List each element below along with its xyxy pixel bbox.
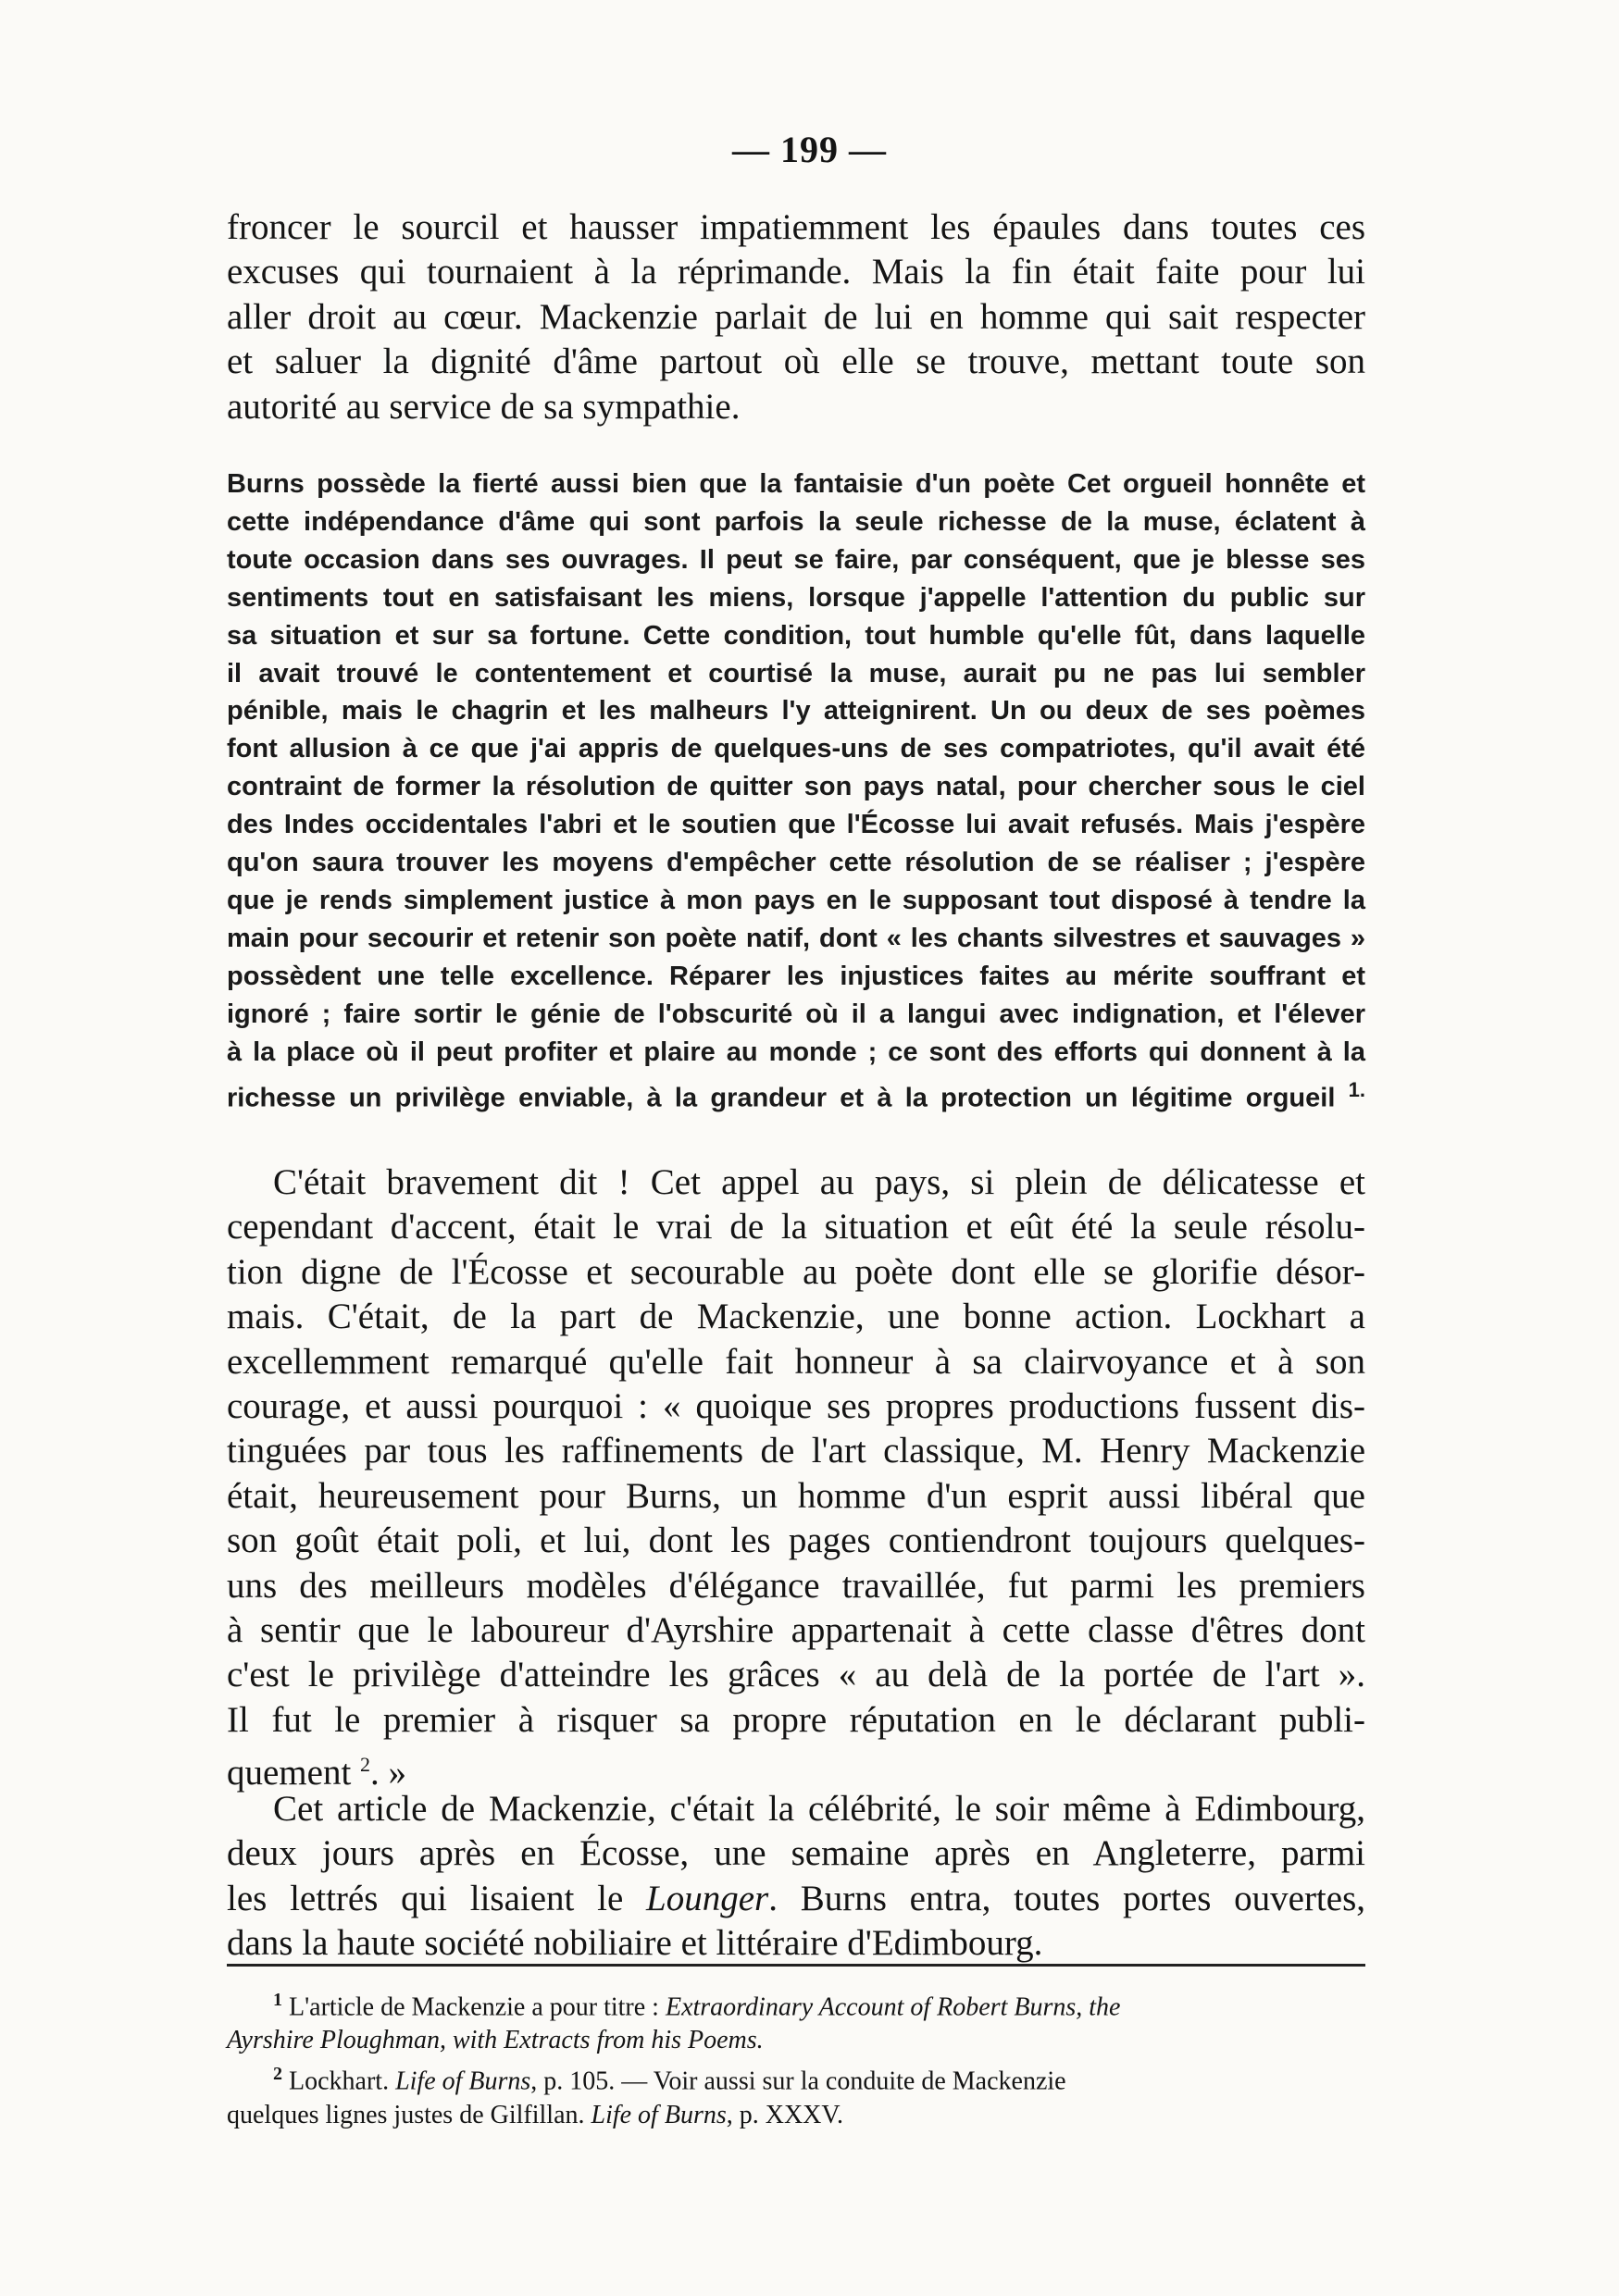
footnote-2-author: Lockhart. [289,2066,390,2096]
text-line: aller droit au cœur. Mackenzie parlait de lui en homme qui sait respecter [227,296,1365,337]
footnote-2-work: Life of Burns [395,2066,531,2096]
text-line: courage, et aussi pourquoi : « quoique ses propres productions fussent dis- [227,1386,1365,1427]
periodical-title: Lounger [646,1878,769,1918]
quote-line: à la place où il peut profiter et plaire au monde ; ce sont des efforts qui donnent à la [227,1036,1365,1067]
text-line: C'était bravement dit ! Cet appel au pays, si plein de délicatesse et [273,1162,1365,1202]
text-line: tion digne de l'Écosse et secourable au poète dont elle se glorifie désor- [227,1251,1365,1292]
text-line: Il fut le premier à risquer sa propre réputation en le déclarant publi- [227,1699,1365,1740]
text-line: tinguées par tous les raffinements de l'art classique, M. Henry Mackenzie [227,1431,1365,1471]
quote-line: cette indépendance d'âme qui sont parfois la seule richesse de la muse, éclatent à [227,506,1365,537]
footnote-2-text: quelques lignes justes de Gilfillan. [227,2100,585,2129]
quote-line-last [227,1072,1365,1118]
quote-line: des Indes occidentales l'abri et le soutien que l'Écosse lui avait refusés. Mais j'espère [227,810,1365,840]
footnote-1-title: Extraordinary Account of Robert Burns, the [665,1992,1121,2022]
quote-line-text: richesse un privilège enviable, à la grandeur et à la protection un légitime orgueil [227,1083,1336,1113]
text-line: uns des meilleurs modèles d'élégance travaillée, fut parmi les premiers [227,1565,1365,1606]
quote-line: contraint de former la résolution de quitter son pays natal, pour chercher sous le ciel [227,772,1365,802]
text-line: excellemment remarqué qu'elle fait honneur à sa clairvoyance et à son [227,1341,1365,1382]
quote-line: main pour secourir et retenir son poète natif, dont « les chants silvestres et sauvages » [227,923,1365,953]
text-line: dans la haute société nobiliaire et littéraire d'Edimbourg. [227,1923,1043,1964]
quote-line: il avait trouvé le contentement et courtisé la muse, aurait pu ne pas lui sembler [227,658,1365,689]
footnote-2-line1 [227,2057,1365,2098]
footnote-2-line2 [227,2099,1365,2132]
footnote-ref-1[interactable]: 1. [1348,1077,1366,1101]
footnote-1-line1 [227,1983,1365,2024]
text-line: à sentir que le laboureur d'Ayrshire appartenait à cette classe d'êtres dont [227,1610,1365,1651]
text-line: Cet article de Mackenzie, c'était la célébrité, le soir même à Edimbourg, [273,1789,1365,1829]
text-run: . Burns entra, toutes portes ouvertes, [768,1878,1365,1918]
quote-line: Burns possède la fierté aussi bien que la fantaisie d'un poète Cet orgueil honnête et [227,469,1365,499]
footnote-1-line2 [227,2024,1365,2057]
closing-quote: . » [370,1753,407,1793]
quote-line: sentiments tout en satisfaisant les miens, lorsque j'appelle l'attention du public sur [227,582,1365,613]
text-line: était, heureusement pour Burns, un homme d'un esprit aussi libéral que [227,1475,1365,1516]
text-line: c'est le privilège d'atteindre les grâces « au delà de la portée de l'art ». [227,1655,1365,1695]
footnote-2-page: , p. 105. — Voir aussi sur la conduite de Mackenzie [530,2066,1066,2096]
text-run: les lettrés qui lisaient le [227,1878,624,1918]
paragraph-2 [227,1160,1365,1796]
paragraph-3 [227,1787,1365,1967]
text-line-mixed [227,1877,1365,1921]
text-line: mais. C'était, de la part de Mackenzie, une bonne action. Lockhart a [227,1297,1365,1337]
text-line: deux jours après en Écosse, une semaine après en Angleterre, parmi [227,1833,1365,1874]
page-number: — 199 — [732,129,887,170]
footnote-divider [227,1964,1365,1967]
footnote-1-title-cont: Ayrshire Ploughman, with Extracts from his Poems. [227,2026,764,2055]
text-line: autorité au service de sa sympathie. [227,386,741,427]
quote-line: ignoré ; faire sortir le génie de l'obscurité où il a langui avec indignation, et l'élever [227,999,1365,1029]
footnote-1-text: L'article de Mackenzie a pour titre : [289,1992,659,2022]
quote-line: qu'on saura trouver les moyens d'empêcher cette résolution de se réaliser ; j'espère [227,848,1365,878]
footnotes [227,1983,1365,2132]
paragraph-1 [227,205,1365,429]
quote-line: sa situation et sur sa fortune. Cette condition, tout humble qu'elle fût, dans laquelle [227,620,1365,651]
footnote-2-page2: , p. XXXV. [726,2100,844,2129]
quote-line: possèdent une telle excellence. Réparer les injustices faites au mérite souffrant et [227,961,1365,991]
quote-line: que je rends simplement justice à mon pays en le supposant tout disposé à tendre la [227,885,1365,915]
text-line: et saluer la dignité d'âme partout où elle se trouve, mettant toute son [227,341,1365,382]
footnote-1-mark: 1 [273,1990,282,2010]
quote-line: font allusion à ce que j'ai appris de quelques-uns de ses compatriotes, qu'il avait été [227,734,1365,764]
block-quote [227,465,1365,1117]
text-line: excuses qui tournaient à la réprimande. Mais la fin était faite pour lui [227,252,1365,292]
quote-line: toute occasion dans ses ouvrages. Il peut se faire, par conséquent, que je blesse ses [227,544,1365,575]
quote-line: pénible, mais le chagrin et les malheurs l'y atteignirent. Un ou deux de ses poèmes [227,696,1365,726]
footnote-ref-2[interactable]: 2 [360,1753,371,1777]
footnote-2-mark: 2 [273,2064,282,2085]
text-line: cependant d'accent, était le vrai de la situation et eût été la seule résolu- [227,1207,1365,1247]
footnote-2-work2: Life of Burns [591,2100,727,2129]
text-line: froncer le sourcil et hausser impatiemment les épaules dans toutes ces [227,207,1365,247]
text-line: quement [227,1753,352,1793]
text-line: son goût était poli, et lui, dont les pages contiendront toujours quelques- [227,1520,1365,1561]
